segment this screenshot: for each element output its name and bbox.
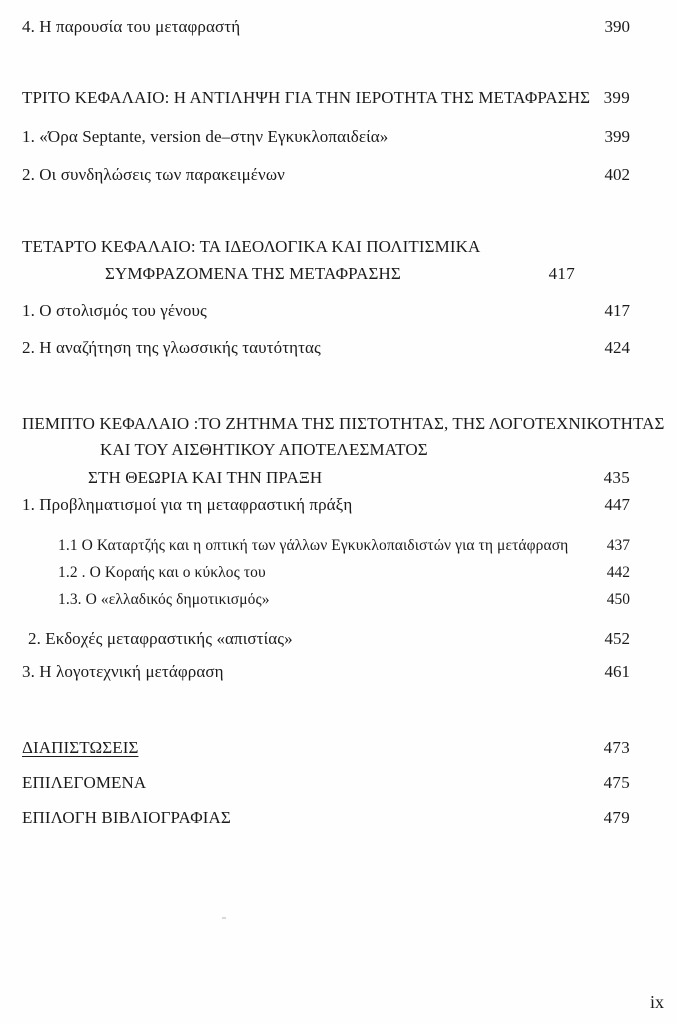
toc-entry-page: 461 [604, 662, 630, 681]
toc-entry-label: 2. Οι συνδηλώσεις των παρακειμένων [22, 165, 285, 184]
toc-entry-label: ΚΑΙ ΤΟΥ ΑΙΣΘΗΤΙΚΟΥ ΑΠΟΤΕΛΕΣΜΑΤΟΣ [100, 440, 428, 459]
toc-entry-label: ΤΕΤΑΡΤΟ ΚΕΦΑΛΑΙΟ: ΤΑ ΙΔΕΟΛΟΓΙΚΑ ΚΑΙ ΠΟΛΙΤΙΣΜΙΚΑ [22, 237, 481, 256]
toc-entry [0, 661, 677, 683]
toc-chapter-heading-continued [0, 263, 677, 285]
toc-entry-page: 435 [603, 468, 630, 487]
toc-entry-label: 2. Η αναζήτηση της γλωσσικής ταυτότητας [22, 338, 321, 357]
toc-entry [0, 126, 677, 148]
toc-entry-label: 1.2 . Ο Κοραής και ο κύκλος του [58, 564, 266, 581]
toc-entry [0, 300, 677, 322]
toc-section-heading [0, 737, 677, 759]
toc-entry-page: 424 [604, 338, 630, 357]
toc-entry-label: 1. «Όρα Septante, version de–στην Εγκυκλοπαιδεία» [22, 127, 389, 146]
toc-entry-page: 447 [604, 495, 630, 514]
toc-entry-label: ΤΡΙΤΟ ΚΕΦΑΛΑΙΟ: Η ΑΝΤΙΛΗΨΗ ΓΙΑ ΤΗΝ ΙΕΡΟΤΗΤΑ ΤΗΣ ΜΕΤΑΦΡΑΣΗΣ [22, 88, 591, 107]
toc-entry-page: 390 [604, 17, 630, 36]
toc-subentry [0, 589, 677, 611]
toc-entry-page: 402 [604, 165, 630, 184]
toc-entry-page: 417 [604, 301, 630, 320]
toc-entry-label: ΕΠΙΛΕΓΟΜΕΝΑ [22, 773, 147, 792]
toc-entry-label: ΠΕΜΠΤΟ ΚΕΦΑΛΑΙΟ :ΤΟ ΖΗΤΗΜΑ ΤΗΣ ΠΙΣΤΟΤΗΤΑΣ, ΤΗΣ ΛΟΓΟΤΕΧΝΙΚΟΤΗΤΑΣ [22, 414, 665, 433]
toc-chapter-heading [0, 413, 677, 435]
toc-entry-label: 4. Η παρουσία του μεταφραστή [22, 17, 241, 36]
toc-entry-page: 399 [604, 127, 630, 146]
toc-entry-page: 399 [603, 88, 630, 107]
toc-entry [0, 16, 677, 38]
toc-entry-label: 1.3. Ο «ελλαδικός δημοτικισμός» [58, 591, 270, 608]
toc-entry-label: ΔΙΑΠΙΣΤΩΣΕΙΣ [22, 738, 139, 757]
toc-entry-label: 1. Προβληματισμοί για τη μεταφραστική πράξη [22, 495, 353, 514]
toc-subentry [0, 535, 677, 557]
toc-chapter-heading-continued [0, 439, 677, 461]
toc-entry-label: ΣΤΗ ΘΕΩΡΙΑ ΚΑΙ ΤΗΝ ΠΡΑΞΗ [88, 468, 323, 487]
toc-entry-page: 473 [603, 738, 630, 757]
toc-entry-page: 452 [604, 629, 630, 648]
toc-entry-label: ΣΥΜΦΡΑΖΟΜΕΝΑ ΤΗΣ ΜΕΤΑΦΡΑΣΗΣ [105, 264, 401, 283]
toc-entry-page: 450 [606, 591, 630, 608]
toc-chapter-heading [0, 87, 677, 109]
toc-entry-label: 1.1 Ο Καταρτζής και η οπτική των γάλλων Εγκυκλοπαιδιστών για τη μετάφραση [58, 537, 569, 554]
toc-entry-label: 1. Ο στολισμός του γένους [22, 301, 207, 320]
toc-entry-label: 3. Η λογοτεχνική μετάφραση [22, 662, 224, 681]
toc-section-heading [0, 772, 677, 794]
toc-entry [0, 628, 677, 650]
toc-entry [0, 337, 677, 359]
toc-entry-page: 442 [606, 564, 630, 581]
scan-speck [222, 917, 226, 919]
toc-entry [0, 164, 677, 186]
toc-subentry [0, 562, 677, 584]
toc-entry-page: 417 [548, 264, 575, 283]
folio-page-number: ix [649, 992, 664, 1012]
toc-chapter-heading-continued [0, 467, 677, 489]
toc-section-heading [0, 807, 677, 829]
toc-entry [0, 494, 677, 516]
toc-entry-label: 2. Εκδοχές μεταφραστικής «απιστίας» [28, 629, 293, 648]
toc-chapter-heading [0, 236, 677, 258]
toc-entry-page: 437 [606, 537, 630, 554]
toc-entry-page: 479 [603, 808, 630, 827]
toc-entry-label: ΕΠΙΛΟΓΗ ΒΙΒΛΙΟΓΡΑΦΙΑΣ [22, 808, 231, 827]
toc-entry-page: 475 [603, 773, 630, 792]
